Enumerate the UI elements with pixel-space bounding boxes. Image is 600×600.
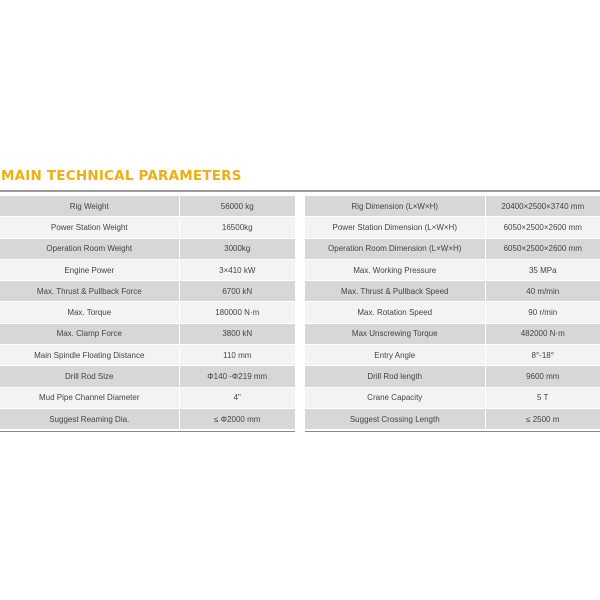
param-value: 3800 kN (179, 323, 295, 344)
param-label: Engine Power (0, 259, 179, 280)
param-label: Max. Rotation Speed (305, 302, 485, 323)
title-divider (0, 190, 600, 192)
param-value: 5 T (485, 387, 600, 408)
table-row (305, 366, 600, 387)
parameters-table-right (305, 196, 600, 430)
param-label: Suggest Crossing Length (305, 408, 485, 429)
table-row (305, 408, 600, 429)
table-row (0, 302, 295, 323)
param-label: Operation Room Dimension (L×W×H) (305, 238, 485, 259)
table-row (0, 387, 295, 408)
param-value: 35 MPa (485, 259, 600, 280)
param-label: Max. Working Pressure (305, 259, 485, 280)
table-row (305, 302, 600, 323)
param-label: Suggest Reaming Dia. (0, 408, 179, 429)
section-title: MAIN TECHNICAL PARAMETERS (1, 168, 242, 184)
table-row (305, 345, 600, 366)
param-value: ≤ 2500 m (485, 408, 600, 429)
param-value: 6700 kN (179, 281, 295, 302)
param-value: 8°-18° (485, 345, 600, 366)
param-value: ≤ Φ2000 mm (179, 408, 295, 429)
param-label: Entry Angle (305, 345, 485, 366)
param-value: 4" (179, 387, 295, 408)
param-label: Power Station Weight (0, 217, 179, 238)
param-value: 3×410 kW (179, 259, 295, 280)
table-row (0, 366, 295, 387)
param-label: Power Station Dimension (L×W×H) (305, 217, 485, 238)
param-value: 90 r/min (485, 302, 600, 323)
table-row (305, 323, 600, 344)
param-label: Crane Capacity (305, 387, 485, 408)
param-label: Rig Dimension (L×W×H) (305, 196, 485, 217)
table-row (305, 238, 600, 259)
table-row (0, 238, 295, 259)
param-value: 16500kg (179, 217, 295, 238)
param-label: Max Unscrewing Torque (305, 323, 485, 344)
param-value: 9600 mm (485, 366, 600, 387)
param-value: 56000 kg (179, 196, 295, 217)
param-value: 482000 N·m (485, 323, 600, 344)
table-row (0, 323, 295, 344)
param-label: Drill Rod Size (0, 366, 179, 387)
table-row (0, 217, 295, 238)
table-row (0, 408, 295, 429)
param-label: Drill Rod length (305, 366, 485, 387)
param-label: Operation Room Weight (0, 238, 179, 259)
table-bottom-rule (305, 431, 600, 432)
param-label: Max. Torque (0, 302, 179, 323)
param-label: Rig Weight (0, 196, 179, 217)
param-value: Φ140 -Φ219 mm (179, 366, 295, 387)
param-value: 180000 N·m (179, 302, 295, 323)
table-bottom-rule (0, 431, 295, 432)
param-value: 20400×2500×3740 mm (485, 196, 600, 217)
param-value: 3000kg (179, 238, 295, 259)
table-row (0, 281, 295, 302)
param-label: Max. Thrust & Pullback Force (0, 281, 179, 302)
param-label: Main Spindle Floating Distance (0, 345, 179, 366)
param-value: 40 m/min (485, 281, 600, 302)
param-label: Max. Thrust & Pullback Speed (305, 281, 485, 302)
table-row (305, 217, 600, 238)
param-value: 6050×2500×2600 mm (485, 217, 600, 238)
table-row (0, 345, 295, 366)
param-value: 6050×2500×2600 mm (485, 238, 600, 259)
param-label: Max. Clamp Force (0, 323, 179, 344)
table-row (305, 259, 600, 280)
parameters-table-left (0, 196, 295, 430)
table-row (305, 196, 600, 217)
param-value: 110 mm (179, 345, 295, 366)
table-row (305, 387, 600, 408)
table-row (305, 281, 600, 302)
param-label: Mud Pipe Channel Diameter (0, 387, 179, 408)
table-row (0, 259, 295, 280)
table-row (0, 196, 295, 217)
